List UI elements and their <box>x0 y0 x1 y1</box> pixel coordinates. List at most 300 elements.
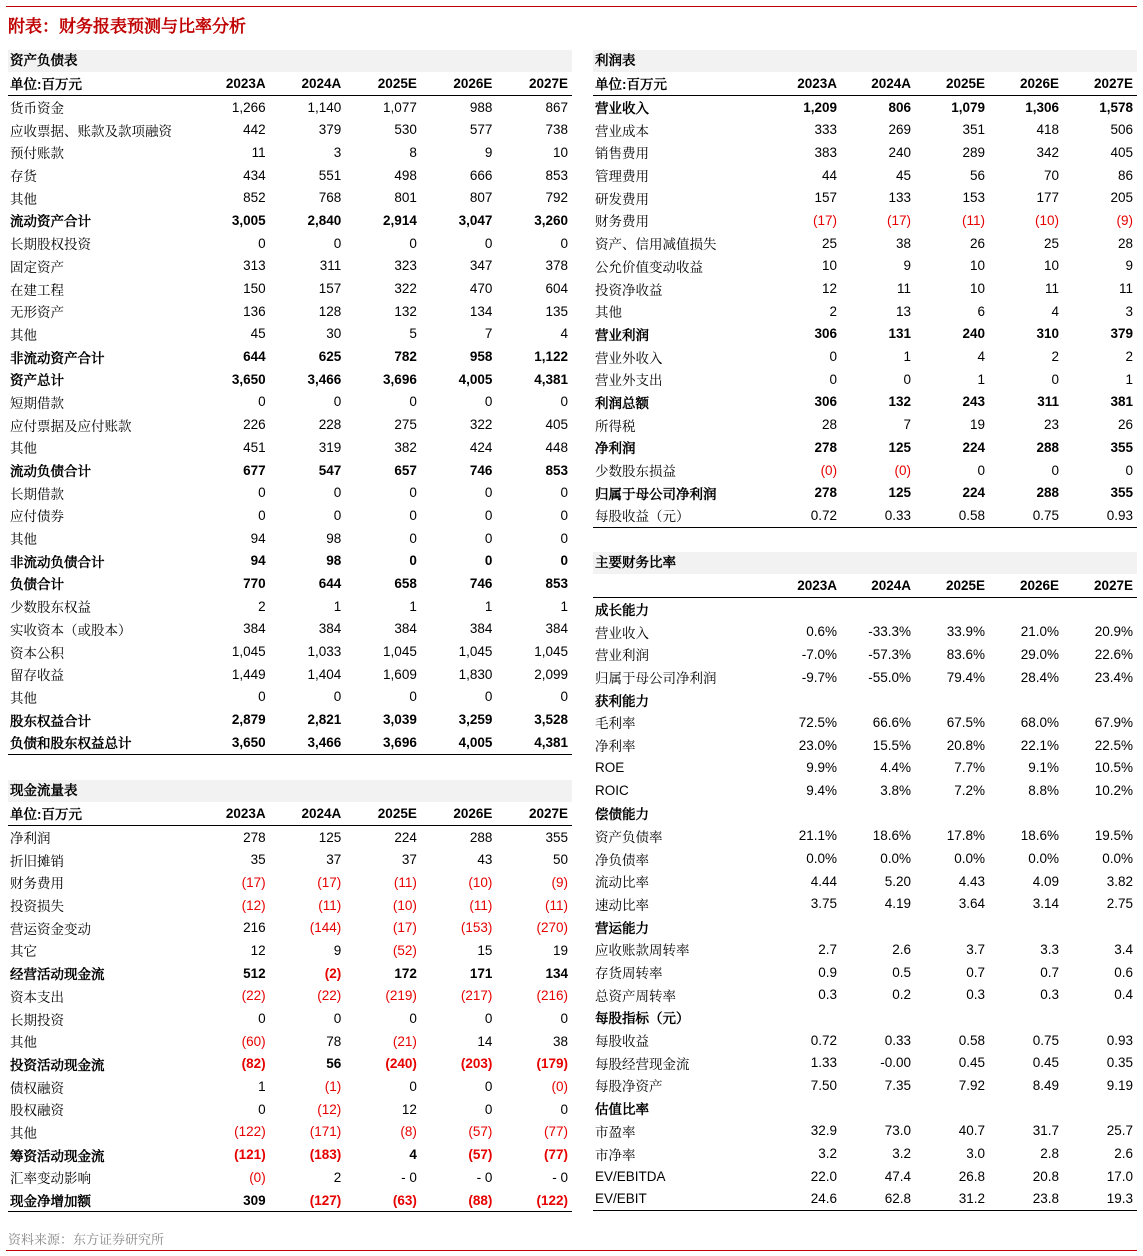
value-cell: 768 <box>318 190 342 206</box>
value-cell <box>989 802 1063 825</box>
value-cell: 658 <box>394 575 417 591</box>
row-label: 资产负债率 <box>595 829 663 845</box>
value-cell: 12 <box>822 281 838 297</box>
value-cell: 4 <box>409 1147 417 1163</box>
value-cell: 17.0 <box>1106 1168 1133 1184</box>
value-cell: 0.45 <box>958 1055 986 1071</box>
value-cell <box>841 597 915 620</box>
value-cell: (0) <box>894 462 912 478</box>
row-label: 股权融资 <box>10 1103 64 1119</box>
table-row <box>593 255 1137 278</box>
value-cell: 29.0% <box>1020 646 1060 662</box>
value-cell: 355 <box>545 829 568 845</box>
table-row <box>8 391 572 414</box>
value-cell: 0 <box>903 371 912 387</box>
value-cell: 379 <box>1110 326 1133 342</box>
table-row <box>593 1006 1137 1029</box>
value-cell: 269 <box>888 122 912 138</box>
value-cell: 2 <box>1051 349 1060 365</box>
value-cell: 9 <box>484 144 493 160</box>
table-row <box>593 368 1137 391</box>
value-cell: (127) <box>270 1189 346 1212</box>
value-cell: 383 <box>814 144 838 160</box>
value-cell: 306 <box>814 394 838 410</box>
table-row <box>593 481 1137 504</box>
value-cell: 677 <box>243 462 266 478</box>
value-cell: 23.8 <box>989 1188 1063 1211</box>
value-cell: 3.8% <box>880 783 912 799</box>
value-cell: 498 <box>394 167 417 183</box>
row-label: 少数股东损益 <box>595 464 676 480</box>
value-cell: 2,840 <box>307 212 342 228</box>
page-title: 附表：财务报表预测与比率分析 <box>8 17 246 36</box>
value-cell: 384 <box>243 621 266 637</box>
table-row <box>8 663 572 686</box>
value-cell: 1 <box>977 371 986 387</box>
value-cell: 405 <box>1110 144 1133 160</box>
value-cell <box>1063 1006 1137 1029</box>
table-row <box>8 640 572 663</box>
value-cell: 306 <box>814 326 838 342</box>
table-row <box>593 164 1137 187</box>
balance-sheet-table <box>8 72 572 755</box>
value-cell: 434 <box>243 167 266 183</box>
value-cell: 128 <box>318 303 342 319</box>
value-cell: 4.09 <box>1032 873 1060 889</box>
value-cell: 0 <box>409 1079 417 1095</box>
value-cell: 0 <box>484 689 493 705</box>
value-cell: 62.8 <box>841 1188 915 1211</box>
value-cell: 0 <box>560 530 568 546</box>
value-cell: 625 <box>318 349 342 365</box>
row-label: 净负债率 <box>595 852 649 868</box>
row-label: 汇率变动影响 <box>10 1171 91 1187</box>
value-cell: 288 <box>1036 439 1060 455</box>
value-cell: (270) <box>536 920 568 936</box>
value-cell: 381 <box>1110 394 1133 410</box>
table-row <box>593 893 1137 916</box>
table-row <box>8 1098 572 1121</box>
value-cell: 23.0% <box>798 737 838 753</box>
value-cell: 0.6% <box>806 624 838 640</box>
value-cell: 1,830 <box>458 666 493 682</box>
year-header: 2024A <box>270 72 346 95</box>
table-row <box>8 595 572 618</box>
value-cell: 3.2 <box>818 1146 838 1162</box>
value-cell: 0.33 <box>884 1032 912 1048</box>
value-cell: 384 <box>545 621 568 637</box>
value-cell: 83.6% <box>946 646 986 662</box>
year-header: 2023A <box>767 574 841 597</box>
value-cell: 309 <box>194 1189 270 1212</box>
table-row <box>593 277 1137 300</box>
year-header: 2027E <box>1063 72 1137 95</box>
table-row <box>8 1007 572 1030</box>
value-cell: (17) <box>241 874 266 890</box>
table-row <box>8 1166 572 1189</box>
table-row <box>593 1029 1137 1052</box>
table-row <box>8 209 572 232</box>
value-cell: 853 <box>545 167 568 183</box>
row-label: 所得税 <box>595 418 636 434</box>
value-cell: 0.5 <box>892 964 912 980</box>
value-cell: 0.58 <box>958 1032 986 1048</box>
value-cell: (12) <box>241 897 266 913</box>
table-row <box>8 277 572 300</box>
value-cell: 470 <box>469 281 493 297</box>
value-cell: 0 <box>409 507 417 523</box>
value-cell: (179) <box>536 1056 568 1072</box>
value-cell: 11 <box>251 144 266 160</box>
value-cell: 0 <box>409 394 417 410</box>
row-label: 成长能力 <box>595 603 649 619</box>
value-cell <box>767 688 841 711</box>
value-cell: 135 <box>545 303 568 319</box>
row-label: 非流动资产合计 <box>10 350 105 366</box>
table-row <box>593 757 1137 780</box>
value-cell: 351 <box>962 122 986 138</box>
cash-flow-title: 现金流量表 <box>8 780 572 802</box>
value-cell: (8) <box>400 1124 417 1140</box>
value-cell: 2,099 <box>534 666 568 682</box>
value-cell: 125 <box>318 829 342 845</box>
value-cell: 7.7% <box>954 760 986 776</box>
value-cell: 18.6% <box>872 828 912 844</box>
value-cell: 3,650 <box>194 731 270 754</box>
value-cell: 2.6 <box>1114 1146 1133 1162</box>
value-cell: 988 <box>469 99 493 115</box>
row-label: 应收账款周转率 <box>595 943 690 959</box>
value-cell: 9.1% <box>1028 760 1060 776</box>
value-cell <box>1063 597 1137 620</box>
value-cell: 382 <box>394 439 417 455</box>
row-label: 每股收益 <box>595 1034 649 1050</box>
table-row <box>8 436 572 459</box>
value-cell: 2,821 <box>307 712 342 728</box>
value-cell: -0.00 <box>880 1055 912 1071</box>
value-cell: 2,879 <box>231 712 266 728</box>
value-cell: (22) <box>241 988 266 1004</box>
year-header: 2027E <box>496 802 572 825</box>
value-cell: (10) <box>392 897 417 913</box>
row-label: 总资产周转率 <box>595 988 676 1004</box>
row-label: 营业利润 <box>595 648 649 664</box>
row-label: 存货 <box>10 169 37 185</box>
row-label: 短期借款 <box>10 395 64 411</box>
value-cell: 333 <box>814 122 838 138</box>
value-cell: 134 <box>545 965 568 981</box>
value-cell: 134 <box>469 303 493 319</box>
table-row <box>593 1120 1137 1143</box>
value-cell: 1,609 <box>383 666 417 682</box>
value-cell: (17) <box>392 920 417 936</box>
value-cell: 278 <box>814 485 838 501</box>
value-cell: 38 <box>552 1033 568 1049</box>
row-label: 营业成本 <box>595 123 649 139</box>
value-cell: 20.8% <box>946 737 986 753</box>
table-row <box>8 413 572 436</box>
value-cell: 1 <box>560 598 568 614</box>
row-label: 营运能力 <box>595 920 649 936</box>
value-cell: (57) <box>468 1147 493 1163</box>
row-label: 投资净收益 <box>595 282 663 298</box>
row-label: 毛利率 <box>595 716 636 732</box>
value-cell: 0.0% <box>1102 851 1133 867</box>
value-cell: 67.5% <box>946 714 986 730</box>
row-label: 现金净增加额 <box>8 1189 194 1212</box>
value-cell: 26.8 <box>958 1168 986 1184</box>
table-row <box>593 802 1137 825</box>
table-row <box>593 345 1137 368</box>
value-cell: (0) <box>249 1169 266 1185</box>
value-cell: 35 <box>250 852 266 868</box>
value-cell: 547 <box>318 462 342 478</box>
value-cell: (9) <box>551 874 568 890</box>
value-cell: 9 <box>333 942 342 958</box>
value-cell: (63) <box>345 1189 421 1212</box>
value-cell: 1,122 <box>534 349 568 365</box>
value-cell: 0.72 <box>810 1032 838 1048</box>
year-header: 2025E <box>915 574 989 597</box>
value-cell: 19 <box>970 417 986 433</box>
row-label: 营业收入 <box>595 101 649 117</box>
value-cell: 0 <box>560 507 568 523</box>
year-header: 2026E <box>421 802 497 825</box>
value-cell: 2 <box>829 303 838 319</box>
value-cell <box>841 915 915 938</box>
value-cell: 68.0% <box>1020 714 1060 730</box>
value-cell: 4 <box>560 326 568 342</box>
value-cell: 0 <box>484 553 493 569</box>
value-cell: 28 <box>822 417 838 433</box>
row-label: 财务费用 <box>595 214 649 230</box>
value-cell: 551 <box>318 167 342 183</box>
value-cell <box>1063 688 1137 711</box>
table-row <box>593 597 1137 620</box>
value-cell: 378 <box>545 258 568 274</box>
value-cell: 0 <box>1125 462 1133 478</box>
value-cell: 8.49 <box>1032 1077 1060 1093</box>
value-cell: 806 <box>888 99 912 115</box>
row-label: 资产、信用减值损失 <box>595 237 717 253</box>
table-row <box>8 549 572 572</box>
value-cell: 0 <box>258 1011 266 1027</box>
row-label: 负债合计 <box>10 577 64 593</box>
value-cell: 853 <box>545 575 568 591</box>
value-cell: 310 <box>1036 326 1060 342</box>
value-cell <box>1063 915 1137 938</box>
value-cell: 0 <box>258 485 266 501</box>
value-cell: 67.9% <box>1094 714 1133 730</box>
row-label: ROIC <box>595 783 629 799</box>
value-cell: 43 <box>477 852 493 868</box>
value-cell: 0 <box>258 507 266 523</box>
value-cell: 355 <box>1110 485 1133 501</box>
value-cell: (77) <box>543 1147 568 1163</box>
value-cell: 0.93 <box>1063 504 1137 527</box>
table-row <box>8 164 572 187</box>
value-cell: 852 <box>243 190 266 206</box>
value-cell: 4.4% <box>880 760 912 776</box>
value-cell: 4,005 <box>421 731 497 754</box>
value-cell: 18.6% <box>1020 828 1060 844</box>
value-cell: 3,047 <box>458 212 493 228</box>
value-cell: 278 <box>243 829 266 845</box>
value-cell: 31.7 <box>1032 1123 1060 1139</box>
value-cell: (17) <box>887 212 912 228</box>
table-row <box>8 731 572 754</box>
year-header: 2023A <box>194 802 270 825</box>
value-cell: 0.3 <box>818 987 838 1003</box>
row-label: 应收票据、账款及款项融资 <box>10 123 172 139</box>
value-cell: 0 <box>560 235 568 251</box>
table-row <box>8 118 572 141</box>
value-cell: 78 <box>326 1033 342 1049</box>
value-cell: 11 <box>1118 281 1133 297</box>
value-cell: 0.7 <box>966 964 986 980</box>
value-cell: 14 <box>477 1033 493 1049</box>
value-cell: 228 <box>318 417 342 433</box>
value-cell: 322 <box>394 281 417 297</box>
value-cell: 3.3 <box>1040 941 1060 957</box>
value-cell: 22.5% <box>1094 737 1133 753</box>
value-cell: 1,209 <box>803 99 838 115</box>
value-cell: (219) <box>385 988 417 1004</box>
year-header: 2027E <box>496 72 572 95</box>
value-cell: 7.92 <box>958 1077 986 1093</box>
row-label: 流动负债合计 <box>10 464 91 480</box>
value-cell: 7 <box>903 417 912 433</box>
table-row <box>8 1075 572 1098</box>
value-cell <box>767 1097 841 1120</box>
value-cell: (57) <box>468 1124 493 1140</box>
table-row <box>8 368 572 391</box>
value-cell: 7.35 <box>884 1077 912 1093</box>
value-cell: 15.5% <box>872 737 912 753</box>
table-row <box>593 118 1137 141</box>
value-cell: 8 <box>409 144 417 160</box>
value-cell: 0.45 <box>1032 1055 1060 1071</box>
unit-label: 单位:百万元 <box>8 802 194 825</box>
value-cell: 3.82 <box>1106 873 1133 889</box>
value-cell: 4 <box>977 349 986 365</box>
value-cell: 867 <box>545 99 568 115</box>
value-cell: (11) <box>544 897 568 913</box>
ratios-panel <box>593 552 1137 1211</box>
value-cell: 738 <box>545 122 568 138</box>
table-row <box>8 1121 572 1144</box>
cash-flow-table <box>8 802 572 1212</box>
row-label: 其他 <box>10 532 37 548</box>
value-cell: 0 <box>484 485 493 501</box>
value-cell: 0 <box>409 485 417 501</box>
table-row <box>8 916 572 939</box>
value-cell: 23.4% <box>1094 669 1133 685</box>
value-cell: 0 <box>1051 462 1060 478</box>
value-cell: 0 <box>333 485 342 501</box>
value-cell: 10 <box>552 144 568 160</box>
table-row <box>8 572 572 595</box>
unit-label: 单位:百万元 <box>8 72 194 95</box>
value-cell: 7.50 <box>810 1077 838 1093</box>
row-label: 归属于母公司净利润 <box>595 671 717 687</box>
value-cell: 0 <box>333 1011 342 1027</box>
value-cell: 746 <box>469 575 493 591</box>
value-cell: 30 <box>326 326 342 342</box>
value-cell: 770 <box>243 575 266 591</box>
value-cell: 2,914 <box>383 212 417 228</box>
row-label: 市净率 <box>595 1147 636 1163</box>
value-cell: 47.4 <box>884 1168 912 1184</box>
value-cell: 384 <box>469 621 493 637</box>
value-cell: -57.3% <box>868 646 912 662</box>
value-cell: 782 <box>394 349 417 365</box>
value-cell: 0 <box>409 553 417 569</box>
value-cell: 1,079 <box>951 99 986 115</box>
value-cell: 0 <box>258 394 266 410</box>
value-cell: 0.0% <box>806 851 838 867</box>
table-row <box>8 894 572 917</box>
value-cell: 19.5% <box>1094 828 1133 844</box>
table-row <box>593 436 1137 459</box>
row-label: EV/EBIT <box>593 1188 767 1211</box>
value-cell: 3,528 <box>534 712 568 728</box>
row-label: 资本支出 <box>10 989 64 1005</box>
value-cell: 0 <box>484 1079 493 1095</box>
value-cell: 20.9% <box>1094 624 1133 640</box>
table-row <box>593 870 1137 893</box>
value-cell: 3 <box>1125 303 1133 319</box>
value-cell: 0 <box>409 530 417 546</box>
table-row <box>8 345 572 368</box>
row-label: ROE <box>595 760 625 776</box>
row-label: 其他 <box>10 441 37 457</box>
table-row <box>593 1051 1137 1074</box>
value-cell <box>989 1097 1063 1120</box>
row-label: 存货周转率 <box>595 966 663 982</box>
table-row <box>8 323 572 346</box>
value-cell: 3.2 <box>892 1146 912 1162</box>
value-cell: -33.3% <box>868 624 912 640</box>
row-label: 偿债能力 <box>595 807 649 823</box>
value-cell <box>767 802 841 825</box>
table-row <box>593 620 1137 643</box>
value-cell: 0.75 <box>989 504 1063 527</box>
value-cell: 243 <box>962 394 986 410</box>
value-cell: 0 <box>333 235 342 251</box>
row-label: 研发费用 <box>595 191 649 207</box>
value-cell: 289 <box>962 144 986 160</box>
value-cell: 577 <box>469 122 493 138</box>
value-cell: (122) <box>234 1124 266 1140</box>
row-label: 债权融资 <box>10 1080 64 1096</box>
value-cell: 0 <box>560 1011 568 1027</box>
value-cell: 38 <box>896 235 912 251</box>
value-cell: 19.3 <box>1063 1188 1137 1211</box>
year-header: 2025E <box>345 802 421 825</box>
year-header: 2024A <box>270 802 346 825</box>
value-cell: 644 <box>243 349 266 365</box>
value-cell <box>915 1097 989 1120</box>
row-label: 财务费用 <box>10 876 64 892</box>
value-cell: 13 <box>896 303 912 319</box>
value-cell: (11) <box>393 874 417 890</box>
value-cell: 0.0% <box>1028 851 1060 867</box>
unit-label <box>593 574 767 597</box>
value-cell: 133 <box>888 190 912 206</box>
value-cell: 1 <box>484 598 493 614</box>
ratios-table <box>593 574 1137 1211</box>
